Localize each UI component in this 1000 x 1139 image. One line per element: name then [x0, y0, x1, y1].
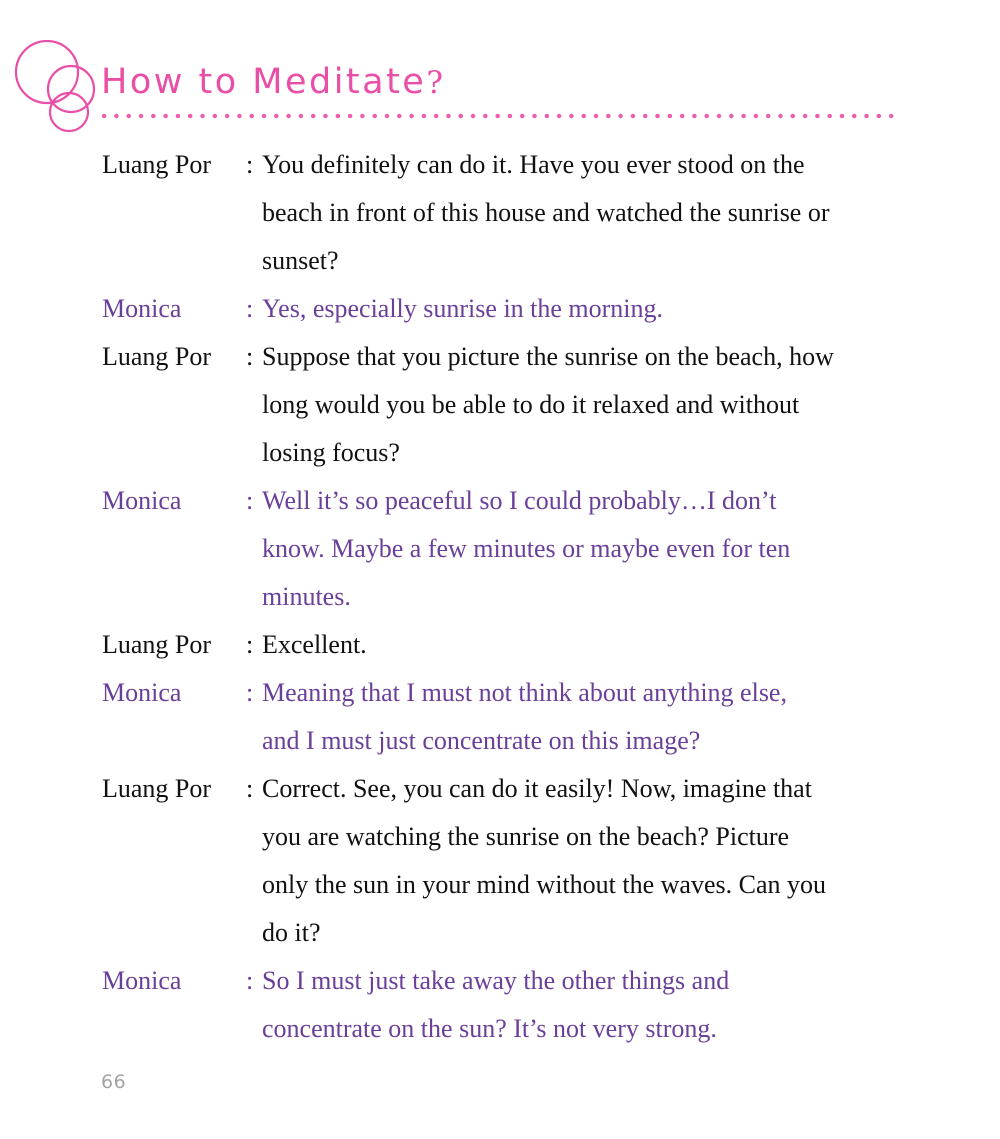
- speaker-colon: :: [246, 966, 254, 995]
- dialogue-turn: [0, 621, 1000, 669]
- speaker-colon: :: [246, 294, 254, 323]
- speech-line: and I must just concentrate on this image?: [262, 726, 701, 755]
- speech-text: [262, 957, 912, 1053]
- speech-line: Suppose that you picture the sunrise on the beach, how: [262, 342, 834, 371]
- page-title-question-mark: ?: [426, 65, 443, 101]
- dialogue-turn: [0, 477, 1000, 621]
- speech-text: [262, 669, 912, 765]
- speech-line: only the sun in your mind without the waves. Can you: [262, 870, 827, 899]
- dialogue-turn: [0, 957, 1000, 1053]
- speaker-colon: :: [246, 150, 254, 179]
- speech-line: Yes, especially sunrise in the morning.: [262, 294, 664, 323]
- speaker-colon: :: [246, 678, 254, 707]
- speaker-colon: :: [246, 342, 254, 371]
- speaker-name: Luang Por: [102, 774, 212, 803]
- speaker-name: Luang Por: [102, 150, 212, 179]
- speech-line: beach in front of this house and watched the sunrise or: [262, 198, 830, 227]
- speech-line: minutes.: [262, 582, 351, 611]
- speech-line: Well it’s so peaceful so I could probably…I don’t: [262, 486, 777, 515]
- speech-text: [262, 621, 912, 669]
- dialogue-transcript: [0, 141, 1000, 1053]
- dialogue-turn: [0, 141, 1000, 285]
- speaker-name: Luang Por: [102, 630, 212, 659]
- speaker-colon: :: [246, 774, 254, 803]
- speaker-name: Monica: [102, 966, 182, 995]
- speech-line: So I must just take away the other things and: [262, 966, 730, 995]
- speech-line: sunset?: [262, 246, 339, 275]
- dialogue-turn: [0, 669, 1000, 765]
- speech-text: [262, 765, 912, 957]
- page-header: [0, 0, 1000, 140]
- speaker-name: Monica: [102, 678, 182, 707]
- speech-text: [262, 141, 912, 285]
- page-title: [101, 62, 443, 102]
- overlapping-circles-logo: [12, 40, 112, 140]
- dialogue-turn: [0, 765, 1000, 957]
- speech-text: [262, 477, 912, 621]
- speech-line: know. Maybe a few minutes or maybe even for ten: [262, 534, 791, 563]
- speech-text: [262, 285, 912, 333]
- speech-line: do it?: [262, 918, 321, 947]
- speaker-colon: :: [246, 486, 254, 515]
- speaker-name: Luang Por: [102, 342, 212, 371]
- page-number: 66: [101, 1071, 127, 1093]
- speech-line: You definitely can do it. Have you ever stood on the: [262, 150, 805, 179]
- speech-line: losing focus?: [262, 438, 400, 467]
- dialogue-turn: [0, 333, 1000, 477]
- speaker-name: Monica: [102, 486, 182, 515]
- page-title-text: How to Meditate: [101, 62, 427, 102]
- speech-line: concentrate on the sun? It’s not very strong.: [262, 1014, 717, 1043]
- speaker-colon: :: [246, 630, 254, 659]
- speech-text: [262, 333, 912, 477]
- dotted-divider: [98, 113, 901, 119]
- speech-line: Meaning that I must not think about anything else,: [262, 678, 787, 707]
- speaker-name: Monica: [102, 294, 182, 323]
- dialogue-turn: [0, 285, 1000, 333]
- speech-line: long would you be able to do it relaxed and without: [262, 390, 800, 419]
- speech-line: Excellent.: [262, 630, 367, 659]
- speech-line: you are watching the sunrise on the beach? Picture: [262, 822, 790, 851]
- speech-line: Correct. See, you can do it easily! Now, imagine that: [262, 774, 812, 803]
